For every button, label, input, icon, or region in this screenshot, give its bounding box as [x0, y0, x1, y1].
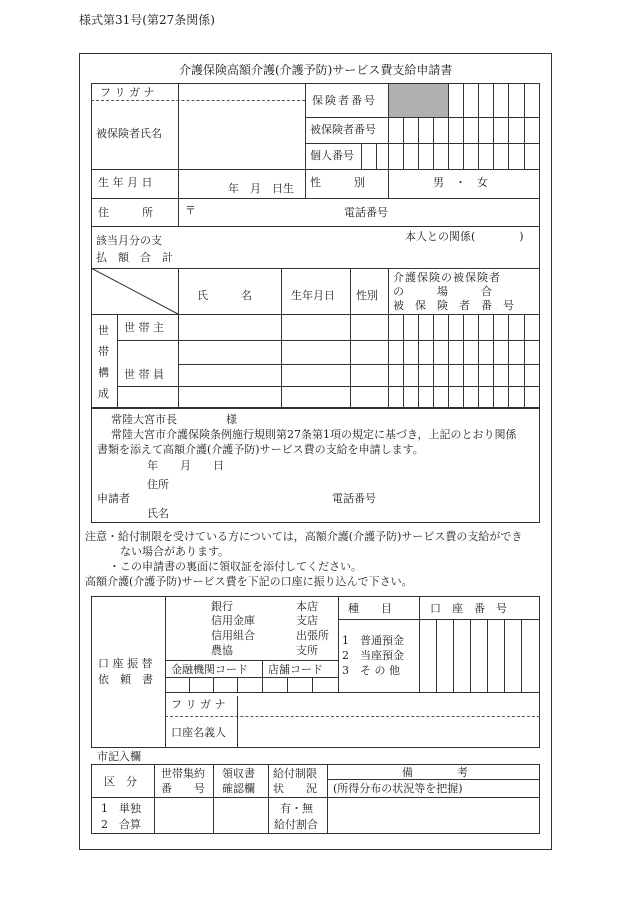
office-col-category: 区 分: [104, 775, 137, 788]
applicant-label: 申請者: [97, 492, 130, 505]
office-col-receipt-2: 確認欄: [222, 782, 255, 795]
addressee: 常陸大宮市長: [111, 413, 177, 426]
postal-mark: 〒: [185, 204, 196, 217]
institution-nokyo: 農協: [211, 644, 233, 657]
transfer-note: 高額介護(介護予防)サービス費を下記の口座に振り込んで下さい。: [85, 575, 413, 588]
office-category-2: 2 合算: [101, 818, 141, 831]
insured-number-label: 被保険者番号: [310, 123, 376, 136]
applicant-phone-label: 電話番号: [332, 492, 376, 505]
household-col-insured-1: 介護保険の被保険者: [393, 271, 501, 284]
branch-branch: 支店: [296, 614, 318, 627]
insurer-number-label: 保険者番号: [312, 94, 377, 107]
branch-head: 本店: [296, 600, 318, 613]
dob-label: 生 年 月 日: [98, 176, 153, 189]
account-type-label: 種 目: [348, 602, 392, 615]
furigana-label: フ リ ガ ナ: [100, 86, 155, 99]
account-holder-label: 口座名義人: [171, 726, 226, 739]
note-1b: ない場合があります。: [120, 545, 230, 558]
institution-bank: 銀行: [211, 600, 233, 613]
branch-office: 出張所: [296, 629, 329, 642]
payment-total-label-2: 払 額 合 計: [96, 251, 173, 264]
household-col-insured-3: 被 保 険 者 番 号: [393, 299, 514, 312]
applicant-address-label: 住所: [147, 478, 169, 491]
note-2: ・この申請書の裏面に領収証を添付してください。: [109, 560, 362, 573]
sex-label: 性 別: [310, 176, 365, 189]
note-1: 注意・給付制限を受けている方については，高額介護(介護予防)サービス費の支給ができ: [85, 530, 523, 543]
office-restrict-value-2: 給付割合: [274, 818, 318, 831]
insured-name-label: 被保険者氏名: [96, 127, 162, 140]
relation-label: 本人との関係( ): [405, 230, 524, 243]
address-label: 住 所: [98, 206, 153, 219]
dob-format: 年 月 日生: [228, 182, 294, 195]
application-body-2: 書類を添えて高額介護(介護予防)サービス費の支給を申請します。: [97, 443, 424, 456]
office-col-household-1: 世帯集約: [161, 767, 205, 780]
account-number-label: 口 座 番 号: [430, 602, 507, 615]
branch-code-label: 店舗コード: [268, 663, 323, 676]
office-category-1: 1 単独: [101, 802, 141, 815]
bank-request-label-2: 依 頼 書: [98, 673, 153, 686]
application-date: 年 月 日: [147, 459, 224, 472]
office-use-title: 市記入欄: [97, 750, 141, 763]
account-type-1[interactable]: 1 普通預金: [342, 634, 404, 647]
account-type-2[interactable]: 2 当座預金: [342, 649, 404, 662]
household-vertical-2: 帯: [98, 345, 109, 358]
form-title: 介護保険高額介護(介護予防)サービス費支給申請書: [179, 63, 453, 77]
personal-number-label: 個人番号: [310, 149, 354, 162]
household-vertical-4: 成: [98, 387, 109, 400]
household-col-dob: 生年月日: [291, 289, 335, 302]
applicant-name-label: 氏名: [147, 507, 169, 520]
office-col-remarks-sub: (所得分布の状況等を把握): [333, 782, 463, 795]
office-col-restrict-2: 状 況: [273, 782, 317, 795]
institution-code-label: 金融機関コード: [171, 663, 248, 676]
household-col-insured-2: の 場 合: [393, 285, 492, 298]
bank-furigana-label: フ リ ガ ナ: [171, 698, 226, 711]
payment-total-label-1: 該当月分の支: [96, 234, 162, 247]
institution-kumiai: 信用組合: [211, 629, 255, 642]
household-vertical-1: 世: [98, 324, 109, 337]
household-col-name: 氏 名: [197, 289, 252, 302]
household-member-label: 世 帯 員: [124, 368, 164, 381]
office-col-receipt-1: 領収書: [222, 767, 255, 780]
office-restrict-value-1: 有・無: [280, 802, 313, 815]
phone-label: 電話番号: [344, 206, 388, 219]
account-type-3[interactable]: 3 そ の 他: [342, 664, 400, 677]
office-col-household-2: 番 号: [161, 782, 205, 795]
form-number: 様式第31号(第27条関係): [79, 13, 215, 27]
bank-request-label-1: 口 座 振 替: [98, 657, 153, 670]
institution-shinkin: 信用金庫: [211, 614, 255, 627]
branch-sub: 支所: [296, 644, 318, 657]
household-vertical-3: 構: [98, 366, 109, 379]
household-col-sex: 性別: [356, 289, 378, 302]
application-body-1: 常陸大宮市介護保険条例施行規則第27条第1項の規定に基づき，上記のとおり関係: [111, 428, 517, 441]
sex-options[interactable]: 男 ・ 女: [433, 176, 488, 189]
insurer-number-shaded: [389, 84, 448, 117]
office-col-restrict-1: 給付制限: [273, 767, 317, 780]
honorific: 様: [226, 413, 237, 426]
household-head-label: 世 帯 主: [124, 321, 164, 334]
office-col-remarks: 備 考: [402, 766, 468, 779]
